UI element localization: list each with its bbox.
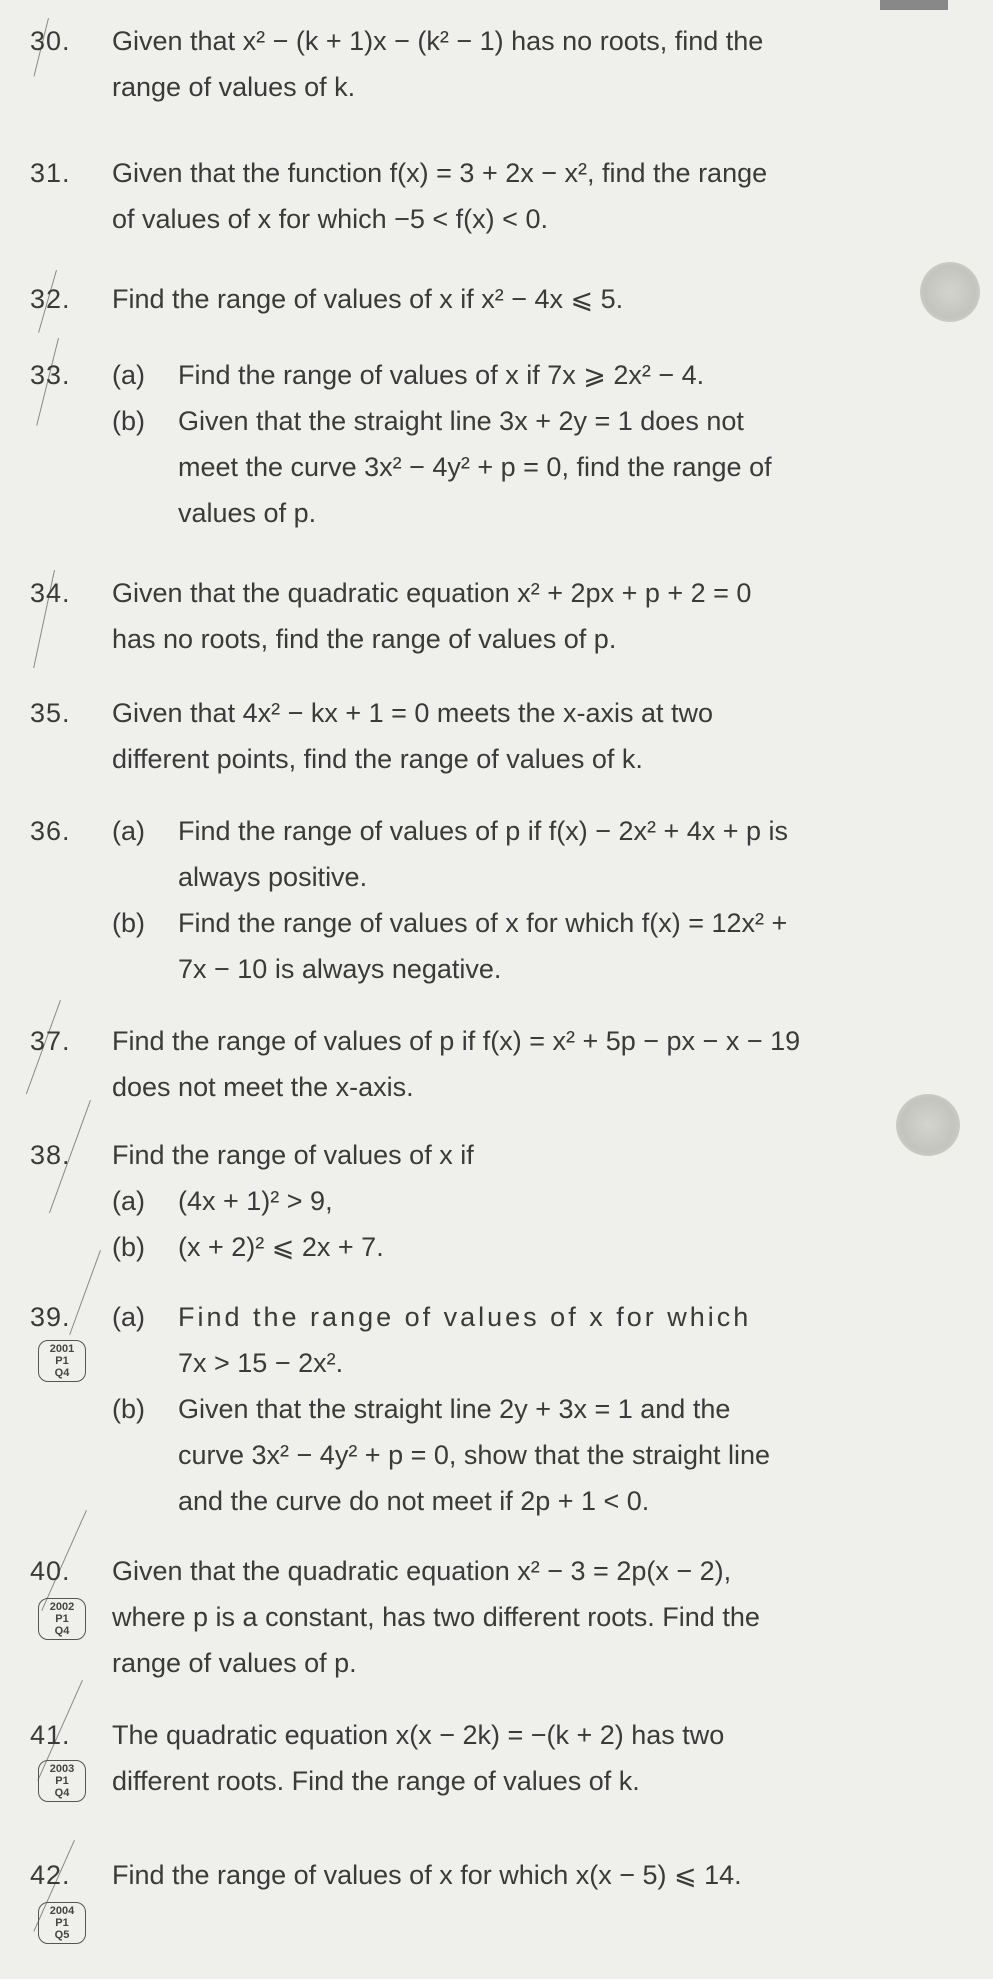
question-line: 7x − 10 is always negative. <box>178 954 502 984</box>
exam-paper: P1 <box>55 1613 69 1625</box>
question-number: 34. <box>30 578 71 608</box>
question-line: of values of x for which −5 < f(x) < 0. <box>112 204 548 234</box>
question-number: 31. <box>30 158 71 188</box>
exam-reference-badge <box>38 1598 86 1640</box>
question-line: Given that the quadratic equation x² + 2px + p + 2 = 0 <box>112 578 752 608</box>
question-line: Find the range of values of p if f(x) = x² + 5p − px − x − 19 <box>112 1026 801 1056</box>
question-line: different points, find the range of values of k. <box>112 744 643 774</box>
question-number: 42. <box>30 1860 71 1890</box>
question-number: 36. <box>30 816 71 846</box>
question-line: (4x + 1)² > 9, <box>178 1186 333 1216</box>
question-line: always positive. <box>178 862 368 892</box>
question-line: different roots. Find the range of values of k. <box>112 1766 640 1796</box>
question-line: Find the range of values of x for which f(x) = 12x² + <box>178 908 788 938</box>
question-part <box>112 900 960 992</box>
question-line: and the curve do not meet if 2p + 1 < 0. <box>178 1486 650 1516</box>
question-number: 32. <box>30 284 71 314</box>
question-number: 33. <box>30 360 71 390</box>
question-part <box>112 352 960 398</box>
question-number: 40. <box>30 1556 71 1586</box>
question-line: values of p. <box>178 498 317 528</box>
exam-reference-badge <box>38 1902 86 1944</box>
part-label: (a) <box>112 360 145 390</box>
exam-question: Q4 <box>54 1367 70 1379</box>
question-line: meet the curve 3x² − 4y² + p = 0, find the range of <box>178 452 772 482</box>
part-label: (a) <box>112 1302 145 1332</box>
exam-reference-badge <box>38 1340 86 1382</box>
question-line: has no roots, find the range of values of p. <box>112 624 617 654</box>
question-line: Find the range of values of x if 7x ⩾ 2x² − 4. <box>178 360 705 390</box>
question-line: does not meet the x-axis. <box>112 1072 414 1102</box>
part-label: (b) <box>112 1394 145 1424</box>
question-line: Given that the quadratic equation x² − 3 = 2p(x − 2), <box>112 1556 732 1586</box>
part-label: (b) <box>112 1232 145 1262</box>
question-line: Find the range of values of x if x² − 4x ⩽ 5. <box>112 284 624 314</box>
question-line: Given that the function f(x) = 3 + 2x − x², find the range <box>112 158 768 188</box>
question-line: curve 3x² − 4y² + p = 0, show that the straight line <box>178 1440 771 1470</box>
question-number: 37. <box>30 1026 71 1056</box>
question-number: 41. <box>30 1720 71 1750</box>
part-label: (b) <box>112 908 145 938</box>
part-label: (a) <box>112 1186 145 1216</box>
question-part <box>112 808 960 900</box>
question-line: Find the range of values of x if <box>112 1140 474 1170</box>
exam-paper: P1 <box>55 1917 69 1929</box>
exam-question: Q4 <box>54 1625 70 1637</box>
question-line: Given that the straight line 2y + 3x = 1 and the <box>178 1394 731 1424</box>
exam-paper: P1 <box>55 1775 69 1787</box>
exam-year: 2004 <box>49 1905 75 1917</box>
question-part <box>112 1224 960 1270</box>
part-label: (b) <box>112 406 145 436</box>
question-line: Given that 4x² − kx + 1 = 0 meets the x-axis at two <box>112 698 714 728</box>
pencil-tick <box>69 1250 101 1335</box>
question-line: range of values of p. <box>112 1648 357 1678</box>
question-line: where p is a constant, has two different roots. Find the <box>112 1602 760 1632</box>
exam-question: Q4 <box>54 1787 70 1799</box>
question-line: (x + 2)² ⩽ 2x + 7. <box>178 1232 384 1262</box>
question-line: Given that x² − (k + 1)x − (k² − 1) has no roots, find the <box>112 26 764 56</box>
question-line: Find the range of values of x for which <box>178 1302 752 1332</box>
question-number: 39. <box>30 1302 71 1332</box>
exam-reference-badge <box>38 1760 86 1802</box>
exam-paper: P1 <box>55 1355 69 1367</box>
question-line: The quadratic equation x(x − 2k) = −(k + 2) has two <box>112 1720 725 1750</box>
question-part <box>112 398 960 536</box>
exam-year: 2002 <box>49 1601 75 1613</box>
question-part <box>112 1178 960 1224</box>
exam-year: 2001 <box>49 1343 75 1355</box>
exam-year: 2003 <box>49 1763 75 1775</box>
question-line: Given that the straight line 3x + 2y = 1 does not <box>178 406 744 436</box>
question-part <box>112 1386 960 1524</box>
question-number: 35. <box>30 698 71 728</box>
question-line: Find the range of values of x for which x(x − 5) ⩽ 14. <box>112 1860 742 1890</box>
page-edge-mark <box>880 0 948 10</box>
question-number: 30. <box>30 26 71 56</box>
question-line: 7x > 15 − 2x². <box>178 1348 344 1378</box>
exam-question: Q5 <box>54 1929 70 1941</box>
question-line: range of values of k. <box>112 72 356 102</box>
question-part <box>112 1294 960 1386</box>
question-line: Find the range of values of p if f(x) − 2x² + 4x + p is <box>178 816 789 846</box>
question-number: 38. <box>30 1140 71 1170</box>
part-label: (a) <box>112 816 145 846</box>
